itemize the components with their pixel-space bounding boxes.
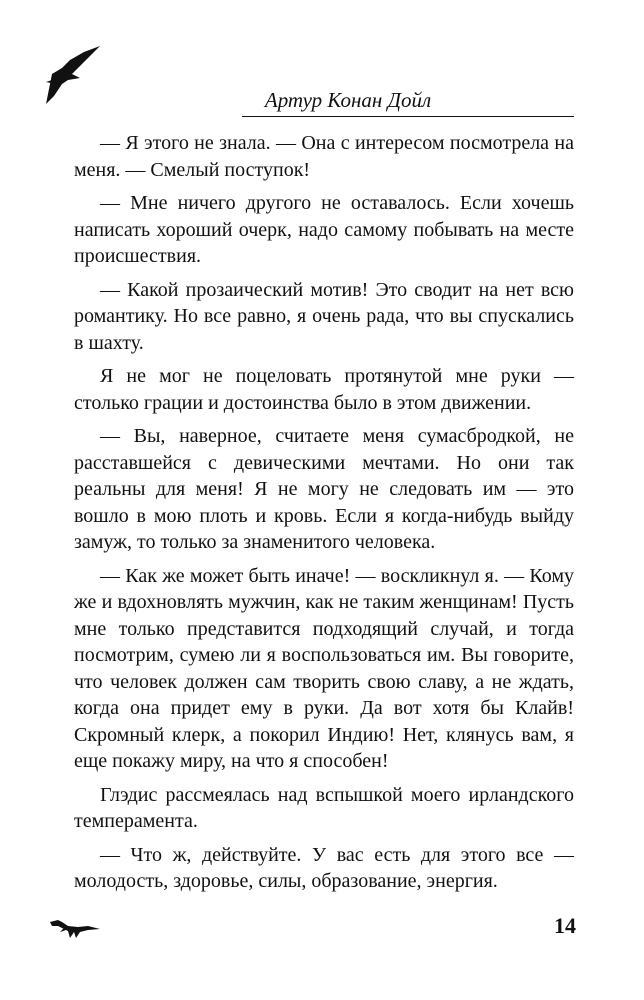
dinosaur-icon: [48, 914, 102, 940]
page-number: 14: [554, 913, 576, 938]
pterodactyl-icon: [44, 44, 102, 106]
paragraph: Глэдис рассмеялась над вспышкой моего ирландского темперамента.: [74, 783, 574, 832]
paragraph: — Что ж, действуйте. У вас есть для этого все — молодость, здоровье, силы, образование, энергия.: [74, 843, 574, 892]
body-text: [74, 130, 574, 902]
running-head: Артур Конан Дойл: [264, 88, 432, 112]
paragraph: — Мне ничего другого не оставалось. Если хочешь написать хороший очерк, надо самому побывать на месте происшествия.: [74, 192, 574, 267]
header-divider: [242, 116, 574, 117]
paragraph: — Вы, наверное, считаете меня сумасбродкой, не расставшейся с девическими мечтами. Но они так реальны для меня! Я не могу не следовать им — это вошло в мою плоть и кровь. Если я когда-нибудь выйду замуж, то только за знаменитого человека.: [74, 425, 574, 553]
paragraph: — Я этого не знала. — Она с интересом посмотрела на меня. — Смелый поступок!: [74, 132, 574, 181]
paragraph: — Как же может быть иначе! — воскликнул я. — Кому же и вдохновлять мужчин, как не таким женщинам! Пусть мне только представится подходящий случай, и тогда посмотрим, сумею ли я воспользоваться им. Вы говорите, что человек должен сам творить свою славу, а не ждать, когда она придет ему в руки. Да вот хотя бы Клайв! Скромный клерк, а покорил Индию! Нет, клянусь вам, я еще покажу миру, на что я способен!: [74, 564, 574, 772]
paragraph: Я не мог не поцеловать протянутой мне руки — столько грации и достоинства было в этом движении.: [74, 365, 574, 414]
paragraph: — Какой прозаический мотив! Это сводит на нет всю романтику. Но все равно, я очень рада, что вы спускались в шахту.: [74, 278, 574, 354]
